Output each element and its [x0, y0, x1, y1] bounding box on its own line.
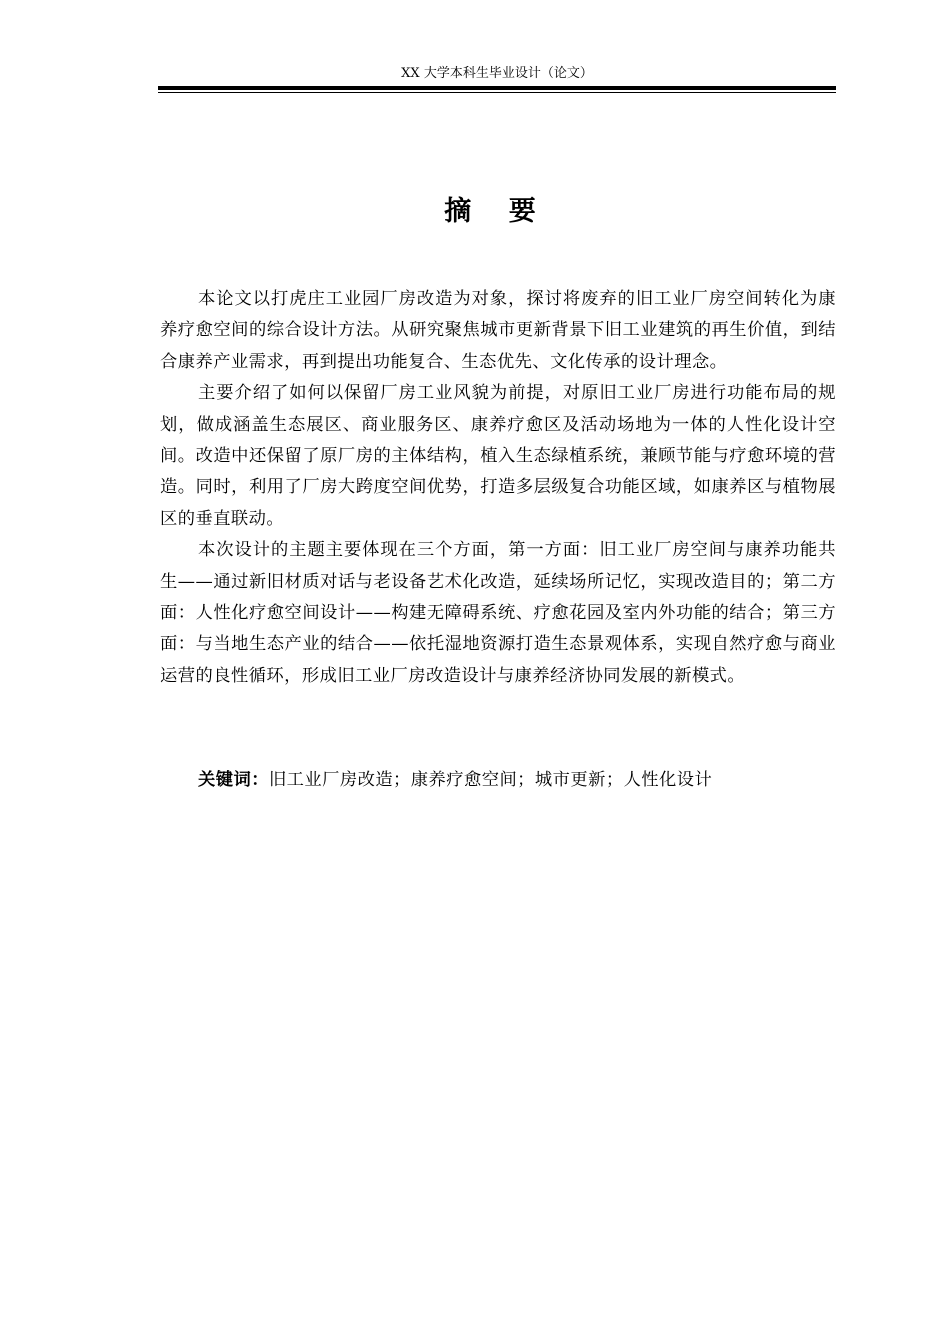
- header-rule-thin: [158, 92, 836, 93]
- abstract-paragraph-1: 本论文以打虎庄工业园厂房改造为对象，探讨将废弃的旧工业厂房空间转化为康养疗愈空间的综合设计方法。从研究聚焦城市更新背景下旧工业建筑的再生价值，到结合康养产业需求，再到提出功能复合、生态优先、文化传承的设计理念。: [160, 289, 836, 372]
- keywords-label: 关键词：: [198, 770, 269, 790]
- abstract-paragraph-2: 主要介绍了如何以保留厂房工业风貌为前提，对原旧工业厂房进行功能布局的规划，做成涵盖生态展区、商业服务区、康养疗愈区及活动场地为一体的人性化设计空间。改造中还保留了原厂房的主体结构，植入生态绿植系统，兼顾节能与疗愈环境的营造。同时，利用了厂房大跨度空间优势，打造多层级复合功能区域，如康养区与植物展区的垂直联动。: [160, 383, 836, 529]
- keywords-text: 旧工业厂房改造；康养疗愈空间；城市更新；人性化设计: [268, 770, 713, 790]
- abstract-paragraph-3: 本次设计的主题主要体现在三个方面，第一方面：旧工业厂房空间与康养功能共生——通过新旧材质对话与老设备艺术化改造，延续场所记忆，实现改造目的；第二方面：人性化疗愈空间设计——构建无障碍系统、疗愈花园及室内外功能的结合；第三方面：与当地生态产业的结合——依托湿地资源打造生态景观体系，实现自然疗愈与商业运营的良性循环，形成旧工业厂房改造设计与康养经济协同发展的新模式。: [160, 540, 836, 686]
- abstract-title: 摘 要: [444, 196, 550, 227]
- running-header: XX 大学本科生毕业设计（论文）: [401, 66, 593, 81]
- abstract-body: [160, 284, 836, 692]
- keywords-line: [198, 765, 838, 796]
- header-rule-thick: [158, 86, 836, 90]
